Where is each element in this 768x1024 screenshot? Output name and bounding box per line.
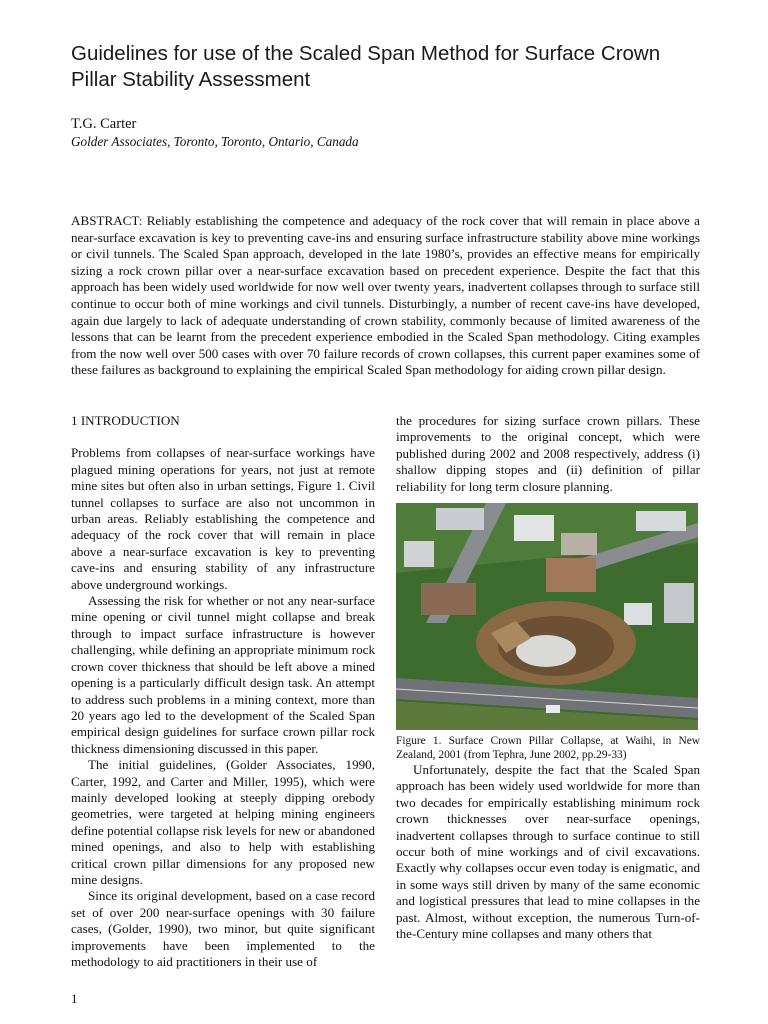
left-column — [71, 413, 375, 970]
section-heading-introduction: 1 INTRODUCTION — [71, 413, 180, 428]
intro-paragraph-3: The initial guidelines, (Golder Associates, 1990, Carter, 1992, and Carter and Miller, 1995), which were mainly developed looking at steeply dipping orebody geometries, were targeted at helping mining engineers define potential collapse risk levels for new or abandoned mined openings, and also to help with establishing critical crown pillar dimensions for any proposed new mine designs. — [71, 757, 375, 887]
collapse-photo-illustration — [396, 503, 698, 730]
intro-paragraph-2: Assessing the risk for whether or not any near-surface mine opening or civil tunnel might collapse and break through to impact surface infrastructure is however challenging, while defining an appropriate minimum rock crown cover thickness that should be left above a mined opening is a particularly difficult design task. An attempt to address such problems in a mining context, more than 20 years ago led to the development of the Scaled Span empirical design guidelines for surface crown pillar rock thickness dimensioning discussed in this paper. — [71, 593, 375, 756]
paper-title: Guidelines for use of the Scaled Span Method for Surface Crown Pillar Stability Assessment — [71, 42, 661, 91]
intro-paragraph-1: Problems from collapses of near-surface workings have plagued mining operations for years, not just at remote mine sites but often also in urban settings, Figure 1. Civil tunnel collapses to surface are also not uncommon in urban areas. Reliably establishing the competence and adequacy of the rock cover that will remain in place above a near-surface excavation is key to preventing cave-ins and ensuring stability of any infrastructure above underground workings. — [71, 445, 375, 592]
intro-paragraph-4: Since its original development, based on a case record set of over 200 near-surface openings with 30 failure cases, (Golder, 1990), two minor, but quite significant improvements have been implemented to the methodology to aid practitioners in their use of — [71, 888, 375, 969]
page-number: 1 — [71, 991, 78, 1006]
intro-paragraph-continued: the procedures for sizing surface crown pillars. These improvements to the original concept, which were published during 2002 and 2008 respectively, address (i) shallow dipping stopes and (ii) definition of pillar reliability for long term closure planning. — [396, 413, 700, 494]
abstract: ABSTRACT: Reliably establishing the competence and adequacy of the rock cover that will remain in place above a near-surface excavation is key to preventing cave-ins and ensuring surface infrastructure stability above mine workings or civil tunnels. The Scaled Span approach, developed in the late 1980’s, provides an effective means for empirically sizing a rock crown pillar over a near-surface excavation based on precedent experience. Despite the fact that this approach has been widely used worldwide for now well over twenty years, inadvertent collapses through to surface still continue to occur both of mine workings and civil tunnels. Disturbingly, a number of recent cave-ins have developed, again due largely to lack of adequate understanding of crown stability, commonly because of limited awareness of the lessons that can be learnt from the precedent experience embodied in the Scaled Span methodology. Citing examples from the now well over 500 cases with over 70 failure records of crown collapses, this current paper examines some of these failures as background to explaining the empirical Scaled Span methodology for aiding crown pillar design. — [71, 213, 700, 378]
right-column — [396, 413, 700, 943]
author-name: T.G. Carter — [71, 116, 137, 132]
figure-1-caption: Figure 1. Surface Crown Pillar Collapse, at Waihi, in New Zealand, 2001 (from Tephra, June 2002, pp.29-33) — [396, 735, 700, 762]
figure-1-aerial-photo — [396, 503, 698, 730]
author-affiliation: Golder Associates, Toronto, Toronto, Ontario, Canada — [71, 134, 359, 149]
unfortunately-paragraph: Unfortunately, despite the fact that the Scaled Span approach has been widely used worldwide for more than two decades for empirically establishing minimum rock crown thicknesses over near-surface openings, inadvertent collapses through to surface continue to still occur both of mine workings and of civil excavations. Exactly why collapses occur even today is enigmatic, and in some ways still driven by many of the same economic and logistical pressures that lead to mine collapses in the past. Almost, without exception, the numerous Turn-of-the-Century mine collapses and many others that — [396, 762, 700, 942]
